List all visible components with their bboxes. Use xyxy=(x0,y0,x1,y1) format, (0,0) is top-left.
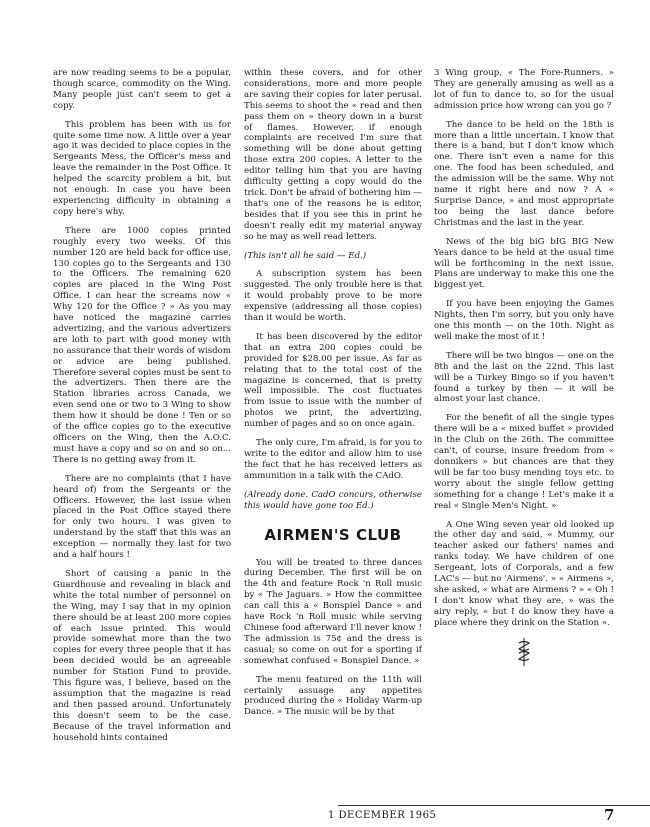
paragraph: You will be treated to three dances during December. The first will be on the 4th and feature Rock 'n Roll music by « The Jaguars. » How the committee can call this a « Bonspiel Dance » and have Rock 'n Roll music while serving Chinese food afterward I'll never know ! The admission is 75¢ and the dress is casual; so come on out for a sporting if somewhat confused « Bonspiel Dance. » xyxy=(244,557,422,666)
paragraph: A subscription system has been suggested. The only trouble here is that it would probably prove to be more expensive (addressing all those copies) than it would be worth. xyxy=(244,269,422,324)
column-3 xyxy=(434,68,614,788)
paragraph: If you have been enjoying the Games Nights, then I'm sorry, but you only have one this month — on the 10th. Night as well make the most of it ! xyxy=(434,299,614,342)
paragraph: A One Wing seven year old looked up the other day and said, « Mummy, our teacher asked our fathers' names and ranks today. We have children of one Sergeant, lots of Corporals, and a few LAC's — but no 'Airmens'. » « Airmens », she asked, « what are Airmens ? » « Oh ! I don't know what they are, » was the airy reply, « but I do know they have a place where they drink on the Station ». xyxy=(434,519,614,628)
end-ornament-icon xyxy=(434,637,614,671)
editor-note: (Already done. CadO concurs, otherwise this would have gone too Ed.) xyxy=(244,489,422,511)
paragraph: It has been discovered by the editor that an extra 200 copies could be provided for $28.00 per issue. As far as relating that to the total cost of the magazine is concerned, that is pretty well impossible. The cost fluctuates from issue to issue with the number of photos we print, the advertizing, number of pages and so on once again. xyxy=(244,331,422,430)
paragraph: are now reading seems to be a popular, though scarce, commodity on the Wing. Many people just can't seem to get a copy. xyxy=(53,68,231,111)
paragraph: The menu featured on the 11th will certainly assuage any appetites produced during the « Holiday Warm-up Dance. » The music will be by that xyxy=(244,674,422,718)
paragraph: Short of causing a panic in the Guardhouse and revealing in black and white the total number of personnel on the Wing, may I say that in my opinion there should be at least 200 more copies of each issue printed. This would provide somewhat more than the two copies for every three people that it has been decided would be an agreeable number for Station Fund to provide. This figure was, I believe, based on the assumption that the magazine is read and then passed around. Unfortunately this doesn't seem to be the case. Because of the travel information and household hints contained xyxy=(53,568,231,743)
paragraph: There are 1000 copies printed roughly every two weeks. Of this number 120 are held back for office use, 130 copies go to the Sergeants and 130 to the Officers. The remaining 620 copies are placed in the Wing Post Office. I can hear the screams now « Why 120 for the Office ? » As you may have noticed the magazine carries advertizing, and the various advertizers are loth to part with good money with no assurance that their words of wisdom or advice are being published. Therefore several copies must be sent to the advertizers. Then there are the Station libraries across Canada, we even send one or two to 3 Wing to show them how it should be done ! Ten or so of the office copies go to the executive officers on the Wing, then the A.O.C. must have a copy and so on and so on... There is no getting away from it. xyxy=(53,225,231,465)
footer-date: 1 DECEMBER 1965 xyxy=(328,810,437,821)
paragraph: 3 Wing group, « The Fore-Runners. » They are generally amusing as well as a lot of fun to dance to, so for the usual admission price how wrong can you go ? xyxy=(434,68,614,111)
section-heading: AIRMEN'S CLUB xyxy=(264,525,402,544)
paragraph: There are no complaints (that I have heard of) from the Sergeants or the Officers. However, the last issue when placed in the Post Office stayed there for only two hours. I was given to understand by the staff that this was an exception — normally they last for two and a half hours ! xyxy=(53,473,231,561)
paragraph: The only cure, I'm afraid, is for you to write to the editor and allow him to use the fact that he has received letters as ammunition in a talk with the CAdO. xyxy=(244,438,422,481)
column-1 xyxy=(53,68,231,788)
page-number: 7 xyxy=(604,806,615,824)
paragraph: The dance to be held on the 18th is more than a little uncertain. I know that there is a band, but I don't know which one. There isn't even a name for this one. The food has been scheduled, and the admission will be the same. Why not name it right here and now ? A « Surprise Dance, » and most appropriate too being the last dance before Christmas and the last in the year. xyxy=(434,119,614,228)
paragraph: within these covers, and for other considerations, more and more people are saving their copies for later perusal. This seems to shoot the « read and then pass them on » theory down in a burst of flames. However, if enough complaints are received I'm sure that something will be done about getting those extra 200 copies. A letter to the editor telling him that you are having difficulty getting a copy would do the trick. Don't be afraid of bothering him — that's one of the reasons he is editor, besides that if you see this in print he doesn't really edit my material anyway so he may as well read letters. xyxy=(244,68,422,242)
paragraph: This problem has been with us for quite some time now. A little over a year ago it was decided to place copies in the Sergeants Mess, the Officer's mess and leave the remainder in the Post Office. It helped the scarcity problem a bit, but not enough. In case you have been experiencing difficulty in obtaining a copy here's why. xyxy=(53,119,231,217)
paragraph: There will be two bingos — one on the 8th and the last on the 22nd. This last will be a Turkey Bingo so if you haven't found a turkey by then — it will be almost your last chance. xyxy=(434,350,614,405)
editor-note: (This isn't all he said — Ed.) xyxy=(244,250,367,261)
paragraph: For the benefit of all the single types there will be a « mixed buffet » provided in the Club on the 26th. The committee can't, of course, insure freedom from « donnikers » but chances are that they will be far too busy mending toys etc. to worry about the single fellow getting something for a change ! Let's make it a real « Single Men's Night. » xyxy=(434,413,614,511)
column-2 xyxy=(244,68,422,788)
paragraph: News of the big biG bIG BIG New Years dance to be held at the usual time will be forthcoming in the next issue. Plans are underway to make this one the biggest yet. xyxy=(434,236,614,291)
